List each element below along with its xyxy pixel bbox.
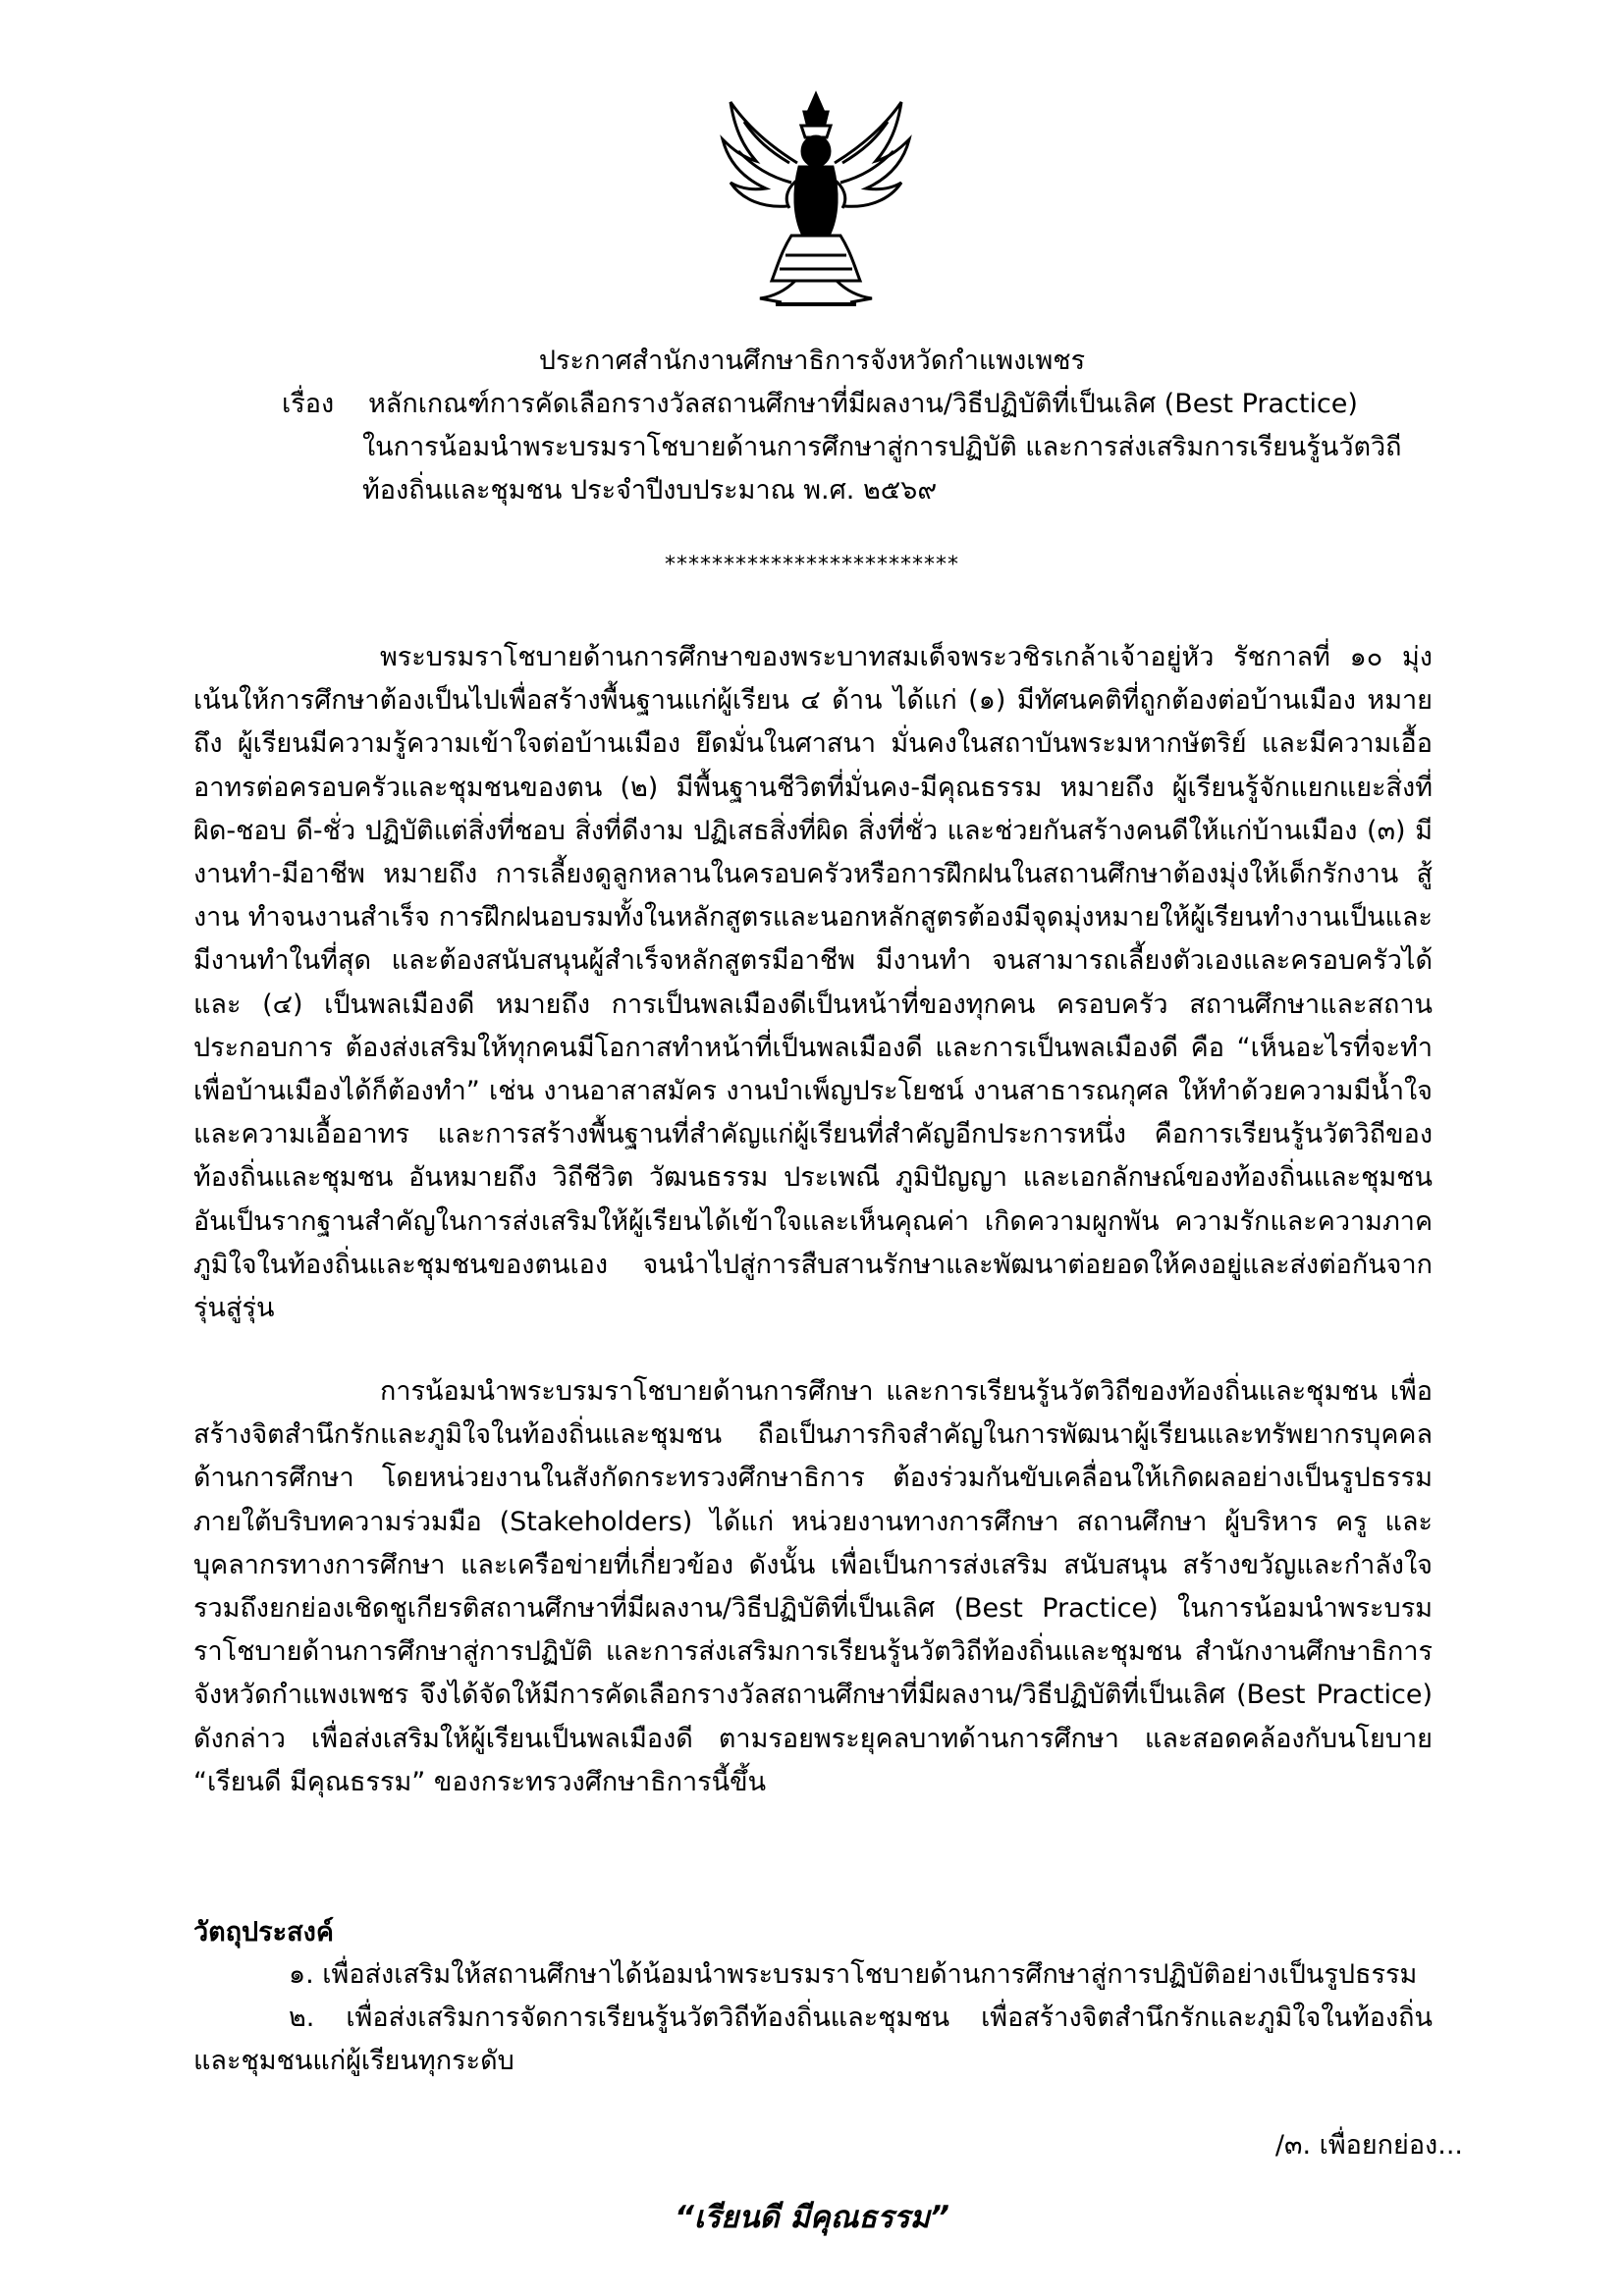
subject-label: เรื่อง bbox=[282, 389, 335, 419]
continuation-note: /๓. เพื่อยกย่อง... bbox=[1274, 2130, 1463, 2161]
body-paragraph-1: พระบรมราโชบายด้านการศึกษาของพระบาทสมเด็จพระวชิรเกล้าเจ้าอยู่หัว รัชกาลที่ ๑๐ มุ่งเน้นให้การศึกษาต้องเป็นไปเพื่อสร้างพื้นฐานแก่ผู้เรียน ๔ ด้าน ได้แก่ (๑) มีทัศนคติที่ถูกต้องต่อบ้านเมือง หมายถึง ผู้เรียนมีความรู้ความเข้าใจต่อบ้านเมือง ยึดมั่นในศาสนา มั่นคงในสถาบันพระมหากษัตริย์ และมีความเอื้ออาทรต่อครอบครัวและชุมชนของตน (๒) มีพื้นฐานชีวิตที่มั่นคง-มีคุณธรรม หมายถึง ผู้เรียนรู้จักแยกแยะสิ่งที่ผิด-ชอบ ดี-ชั่ว ปฏิบัติแต่สิ่งที่ชอบ สิ่งที่ดีงาม ปฏิเสธสิ่งที่ผิด สิ่งที่ชั่ว และช่วยกันสร้างคนดีให้แก่บ้านเมือง (๓) มีงานทำ-มีอาชีพ หมายถึง การเลี้ยงดูลูกหลานในครอบครัวหรือการฝึกฝนในสถานศึกษาต้องมุ่งให้เด็กรักงาน สู้งาน ทำจนงานสำเร็จ การฝึกฝนอบรมทั้งในหลักสูตรและนอกหลักสูตรต้องมีจุดมุ่งหมายให้ผู้เรียนทำงานเป็นและมีงานทำในที่สุด และต้องสนับสนุนผู้สำเร็จหลักสูตรมีอาชีพ มีงานทำ จนสามารถเลี้ยงตัวเองและครอบครัวได้และ (๔) เป็นพลเมืองดี หมายถึง การเป็นพลเมืองดีเป็นหน้าที่ของทุกคน ครอบครัว สถานศึกษาและสถานประกอบการ ต้องส่งเสริมให้ทุกคนมีโอกาสทำหน้าที่เป็นพลเมืองดี และการเป็นพลเมืองดี คือ “เห็นอะไรที่จะทำเพื่อบ้านเมืองได้ก็ต้องทำ” เช่น งานอาสาสมัคร งานบำเพ็ญประโยชน์ งานสาธารณกุศล ให้ทำด้วยความมีน้ำใจ และความเอื้ออาทร และการสร้างพื้นฐานที่สำคัญแก่ผู้เรียนที่สำคัญอีกประการหนึ่ง คือการเรียนรู้นวัตวิถีของท้องถิ่นและชุมชน อันหมายถึง วิถีชีวิต วัฒนธรรม ประเพณี ภูมิปัญญา และเอกลักษณ์ของท้องถิ่นและชุมชน อันเป็นรากฐานสำคัญในการส่งเสริมให้ผู้เรียนได้เข้าใจและเห็นคุณค่า เกิดความผูกพัน ความรักและความภาคภูมิใจในท้องถิ่นและชุมชนของตนเอง จนนำไปสู่การสืบสานรักษาและพัฒนาต่อยอดให้คงอยู่และส่งต่อกันจากรุ่นสู่รุ่น bbox=[193, 642, 1433, 1324]
garuda-emblem-icon bbox=[713, 88, 919, 309]
subject-text-1: หลักเกณฑ์การคัดเลือกรางวัลสถานศึกษาที่มีผลงาน/วิธีปฏิบัติที่เป็นเลิศ (Best Practice) bbox=[368, 389, 1358, 419]
motto-footer: “เรียนดี มีคุณธรรม” bbox=[674, 2200, 950, 2235]
subject-line-3: ท้องถิ่นและชุมชน ประจำปีงบประมาณ พ.ศ. ๒๕๖๙ bbox=[362, 475, 938, 506]
subject-line-2: ในการน้อมนำพระบรมราโชบายด้านการศึกษาสู่การปฏิบัติ และการส่งเสริมการเรียนรู้นวัตวิถี bbox=[362, 432, 1402, 462]
separator: ************************* bbox=[665, 553, 959, 577]
objectives-heading: วัตถุประสงค์ bbox=[193, 1917, 334, 1948]
body-paragraph-2: การน้อมนำพระบรมราโชบายด้านการศึกษา และการเรียนรู้นวัตวิถีของท้องถิ่นและชุมชน เพื่อสร้างจิตสำนึกรักและภูมิใจในท้องถิ่นและชุมชน ถือเป็นภารกิจสำคัญในการพัฒนาผู้เรียนและทรัพยากรบุคคลด้านการศึกษา โดยหน่วยงานในสังกัดกระทรวงศึกษาธิการ ต้องร่วมกันขับเคลื่อนให้เกิดผลอย่างเป็นรูปธรรม ภายใต้บริบทความร่วมมือ (Stakeholders) ได้แก่ หน่วยงานทางการศึกษา สถานศึกษา ผู้บริหาร ครู และบุคลากรทางการศึกษา และเครือข่ายที่เกี่ยวข้อง ดังนั้น เพื่อเป็นการส่งเสริม สนับสนุน สร้างขวัญและกำลังใจ รวมถึงยกย่องเชิดชูเกียรติสถานศึกษาที่มีผลงาน/วิธีปฏิบัติที่เป็นเลิศ (Best Practice) ในการน้อมนำพระบรมราโชบายด้านการศึกษาสู่การปฏิบัติ และการส่งเสริมการเรียนรู้นวัตวิถีท้องถิ่นและชุมชน สำนักงานศึกษาธิการจังหวัดกำแพงเพชร จึงได้จัดให้มีการคัดเลือกรางวัลสถานศึกษาที่มีผลงาน/วิธีปฏิบัติที่เป็นเลิศ (Best Practice) ดังกล่าว เพื่อส่งเสริมให้ผู้เรียนเป็นพลเมืองดี ตามรอยพระยุคลบาทด้านการศึกษา และสอดคล้องกับนโยบาย “เรียนดี มีคุณธรรม” ของกระทรวงศึกษาธิการนี้ขึ้น bbox=[193, 1376, 1433, 1797]
objective-item: ๑. เพื่อส่งเสริมให้สถานศึกษาได้น้อมนำพระบรมราโชบายด้านการศึกษาสู่การปฏิบัติอย่างเป็นรูปธรรม bbox=[289, 1959, 1418, 1990]
subject-line-1 bbox=[282, 383, 1624, 426]
announcement-title: ประกาศสำนักงานศึกษาธิการจังหวัดกำแพงเพชร bbox=[538, 346, 1086, 376]
objective-item: ๒. เพื่อส่งเสริมการจัดการเรียนรู้นวัตวิถีท้องถิ่นและชุมชน เพื่อสร้างจิตสำนึกรักและภูมิใจในท้องถิ่นและชุมชนแก่ผู้เรียนทุกระดับ bbox=[193, 2002, 1433, 2077]
